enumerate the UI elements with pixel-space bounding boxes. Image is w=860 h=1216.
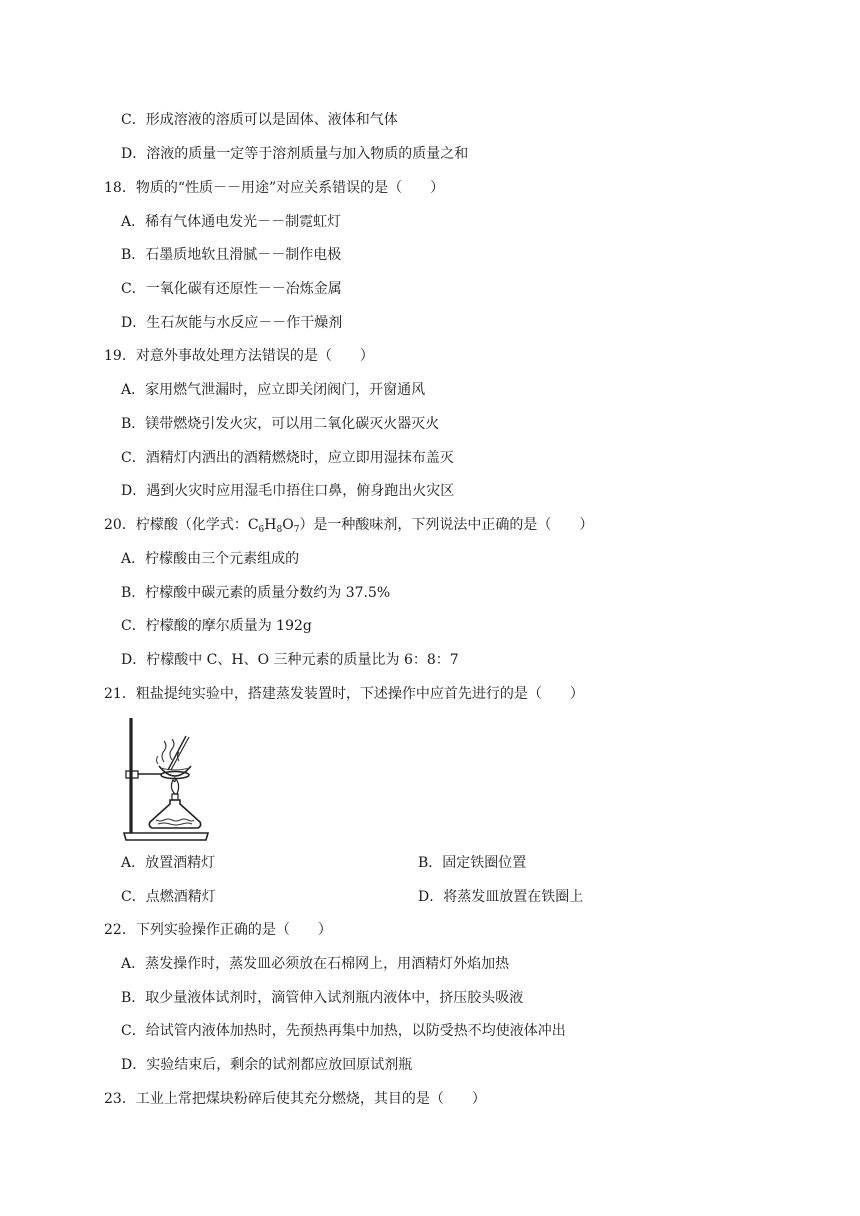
- option-19a: A．家用燃气泄漏时，应立即关闭阀门，开窗通风: [121, 382, 426, 398]
- option-18b: B．石墨质地软且滑腻－－制作电极: [121, 247, 342, 263]
- option-20b: B．柠檬酸中碳元素的质量分数约为 37.5%: [121, 585, 391, 601]
- question-18-stem: 18．物质的“性质－－用途”对应关系错误的是（ ）: [104, 180, 445, 196]
- option-21c: C．点燃酒精灯: [121, 889, 216, 905]
- formula-sub-c: 6: [258, 525, 265, 535]
- formula-o: O: [282, 517, 294, 533]
- option-20c: C．柠檬酸的摩尔质量为 192g: [121, 618, 312, 634]
- formula-sub-o: 7: [293, 525, 300, 535]
- option-18c: C．一氧化碳有还原性－－冶炼金属: [121, 281, 342, 297]
- option-20a: A．柠檬酸由三个元素组成的: [121, 551, 300, 567]
- option-21b: B．固定铁圈位置: [418, 855, 527, 871]
- q20-stem-prefix: 20．柠檬酸（化学式：C: [104, 517, 259, 533]
- option-18d: D．生石灰能与水反应－－作干燥剂: [121, 315, 343, 331]
- question-21-stem: 21．粗盐提纯实验中，搭建蒸发装置时，下述操作中应首先进行的是（ ）: [104, 686, 584, 702]
- question-22-stem: 22．下列实验操作正确的是（ ）: [104, 922, 332, 938]
- evaporation-apparatus-figure: [120, 716, 212, 842]
- question-23-stem: 23．工业上常把煤块粉碎后使其充分燃烧，其目的是（ ）: [104, 1091, 486, 1107]
- option-18a: A．稀有气体通电发光－－制霓虹灯: [121, 214, 342, 230]
- option-22a: A．蒸发操作时，蒸发皿必须放在石棉网上，用酒精灯外焰加热: [121, 956, 510, 972]
- q20-stem-suffix: ）是一种酸味剂，下列说法中正确的是（ ）: [299, 517, 594, 533]
- formula-h: H: [264, 517, 277, 533]
- option-19b: B．镁带燃烧引发火灾，可以用二氧化碳灭火器灭火: [121, 416, 440, 432]
- option-22b: B．取少量液体试剂时，滴管伸入试剂瓶内液体中，挤压胶头吸液: [121, 990, 524, 1006]
- option-22c: C．给试管内液体加热时，先预热再集中加热，以防受热不均使液体冲出: [121, 1023, 566, 1039]
- option-19d: D．遇到火灾时应用湿毛巾捂住口鼻，俯身跑出火灾区: [121, 483, 455, 499]
- option-19c: C．酒精灯内洒出的酒精燃烧时，应立即用湿抹布盖灭: [121, 450, 454, 466]
- option-21a: A．放置酒精灯: [121, 855, 216, 871]
- option-21d: D．将蒸发皿放置在铁圈上: [418, 889, 584, 905]
- question-19-stem: 19．对意外事故处理方法错误的是（ ）: [104, 348, 374, 364]
- option-17d: D．溶液的质量一定等于溶剂质量与加入物质的质量之和: [121, 146, 469, 162]
- option-20d: D．柠檬酸中 C、H、O 三种元素的质量比为 6：8：7: [121, 652, 459, 668]
- formula-sub-h: 8: [276, 525, 283, 535]
- question-20-stem: [104, 515, 593, 540]
- option-22d: D．实验结束后，剩余的试剂都应放回原试剂瓶: [121, 1057, 413, 1073]
- option-17c: C．形成溶液的溶质可以是固体、液体和气体: [121, 112, 398, 128]
